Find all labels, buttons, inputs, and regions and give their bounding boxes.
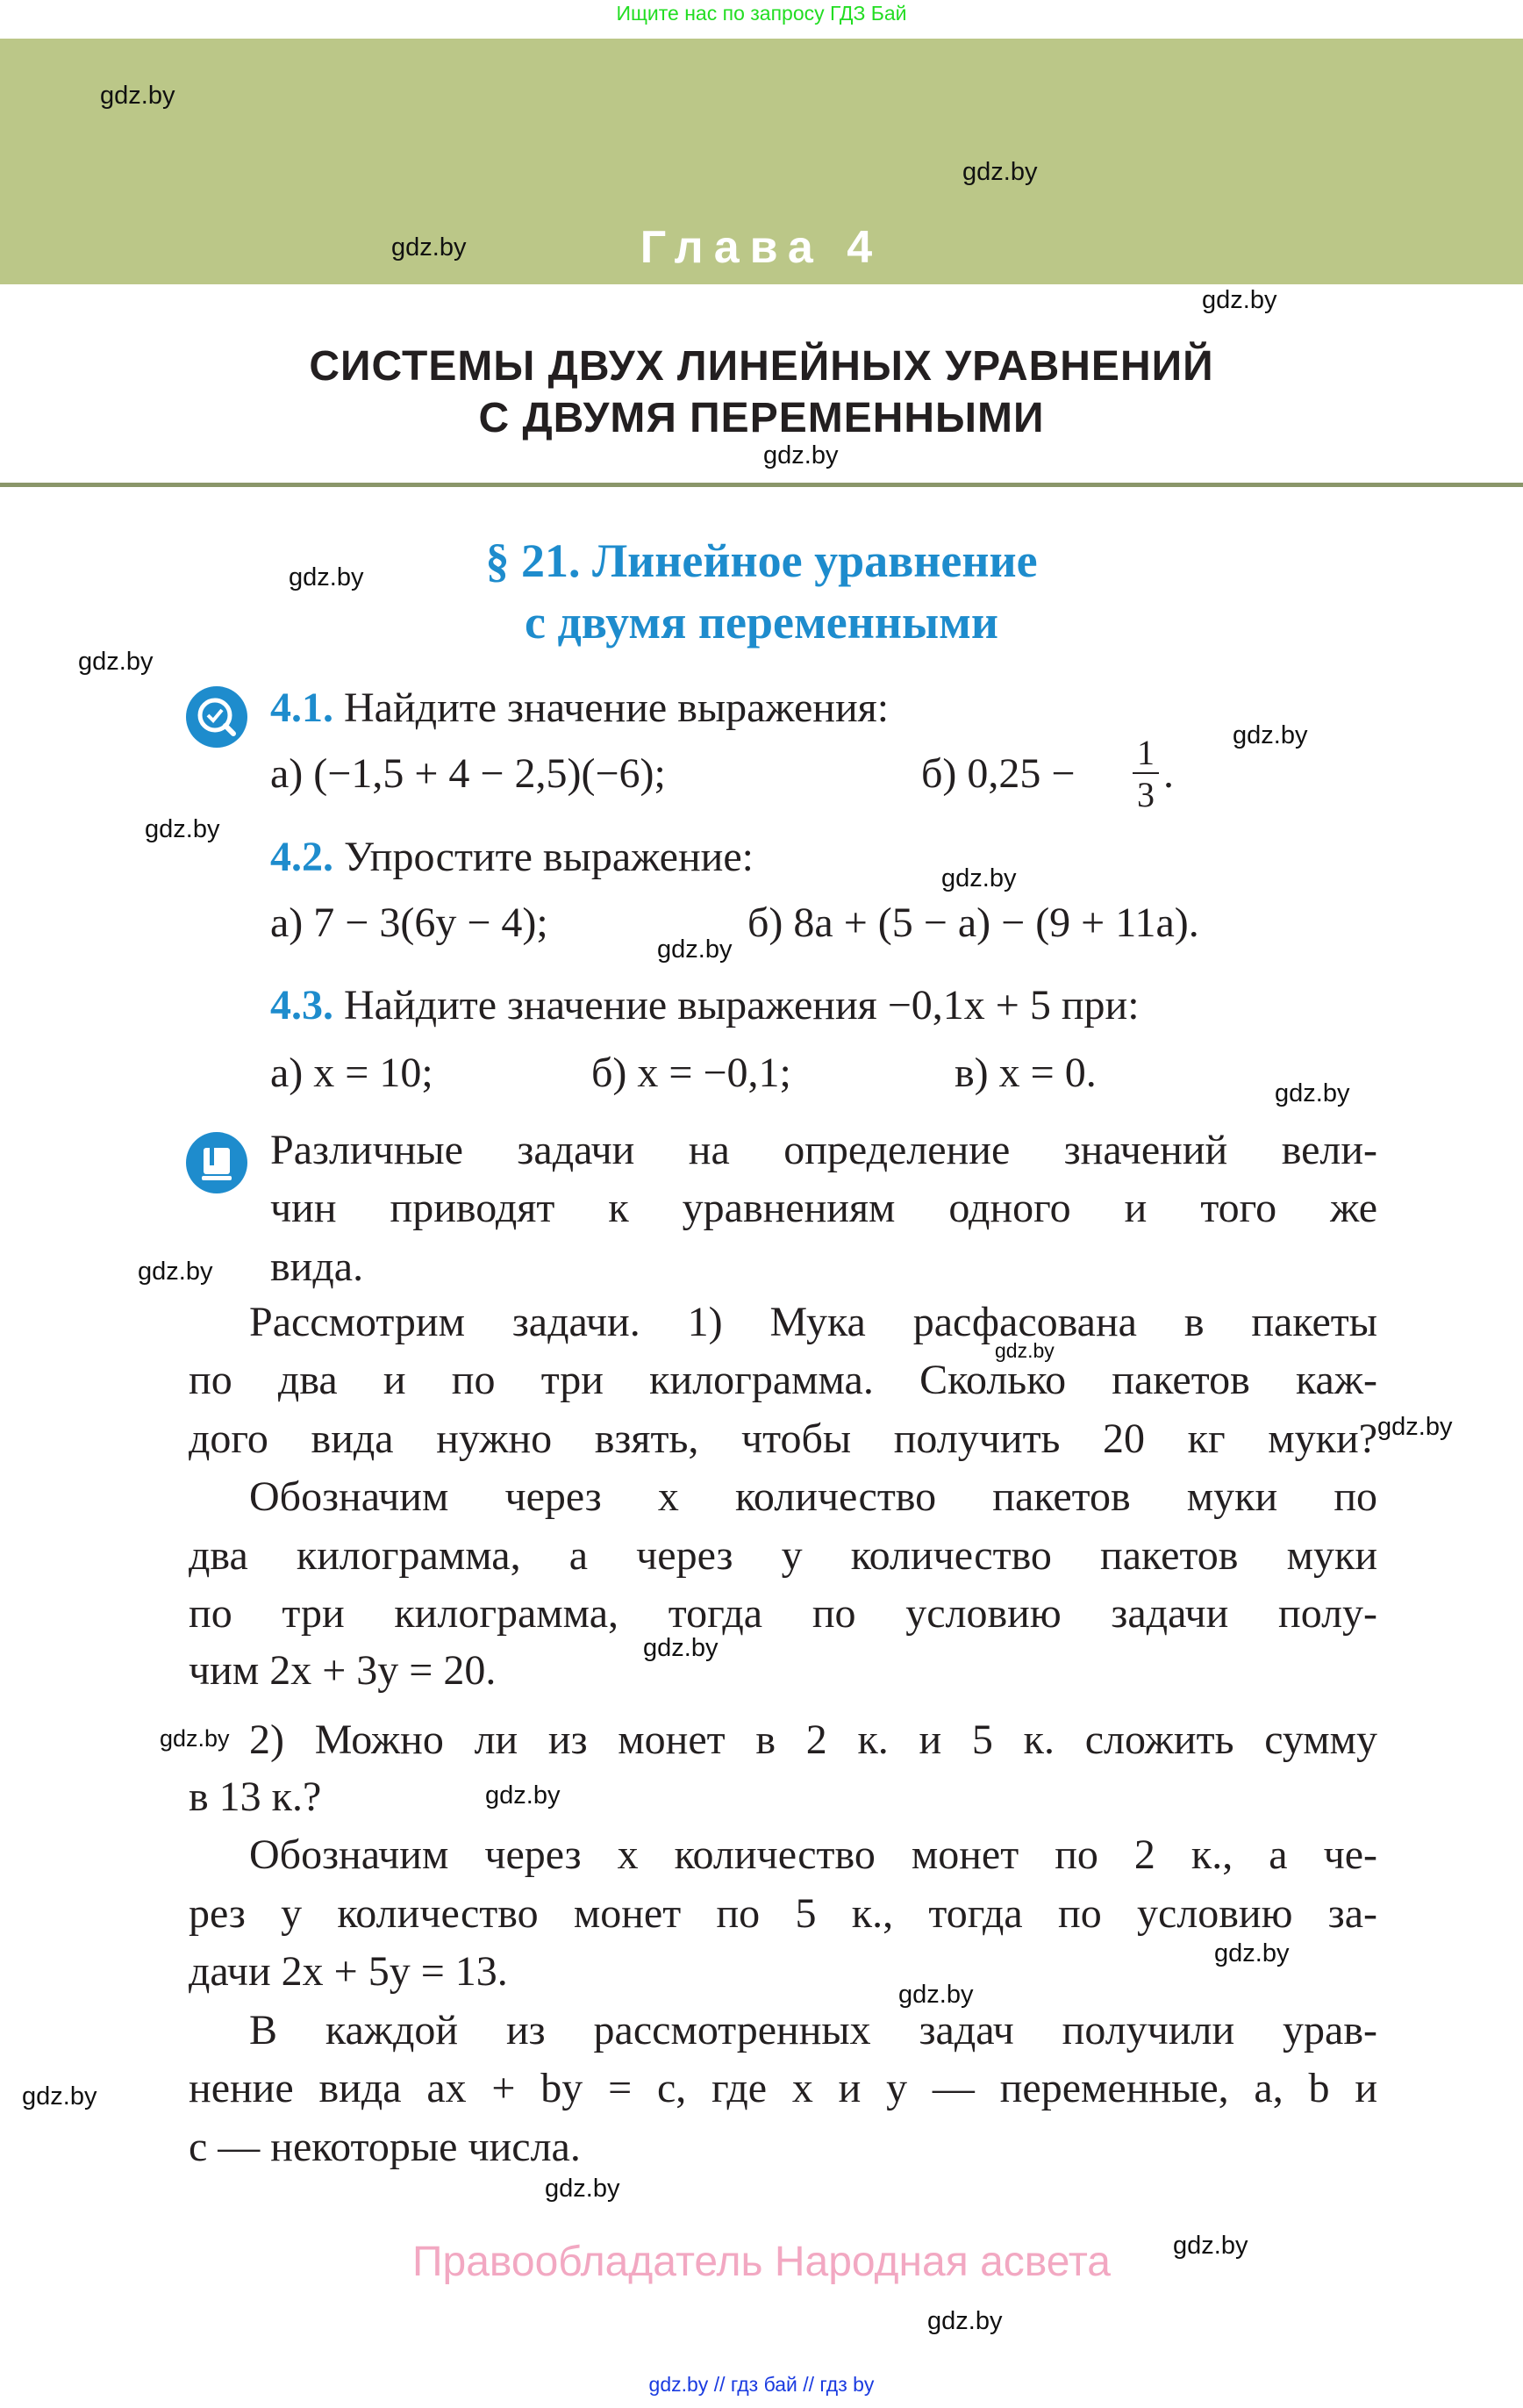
watermark: gdz.by bbox=[289, 563, 364, 591]
theory-line: 2) Можно ли из монет в 2 к. и 5 к. сложить сумму bbox=[249, 1716, 1377, 1763]
exercise-4-2 bbox=[270, 831, 754, 884]
theory-line: c — некоторые числа. bbox=[189, 2124, 581, 2170]
self-check-icon bbox=[186, 686, 247, 748]
exercise-4-3-c: в) x = 0. bbox=[955, 1050, 1097, 1096]
watermark: gdz.by bbox=[160, 1725, 230, 1752]
theory-line: нение вида ax + by = c, где x и y — переменные, a, b и bbox=[189, 2065, 1377, 2111]
watermark: gdz.by bbox=[545, 2175, 620, 2203]
watermark: gdz.by bbox=[138, 1258, 213, 1286]
watermark: gdz.by bbox=[391, 233, 467, 262]
watermark: gdz.by bbox=[1173, 2232, 1248, 2260]
exercise-number: 4.2. bbox=[270, 834, 333, 880]
section-title-line1: § 21. Линейное уравнение bbox=[485, 534, 1038, 587]
watermark: gdz.by bbox=[485, 1781, 561, 1810]
footer-links[interactable]: gdz.by // гдз бай // гдз by bbox=[648, 2373, 875, 2396]
theory-line: В каждой из рассмотренных задач получили урав- bbox=[249, 2007, 1377, 2053]
exercise-number: 4.1. bbox=[270, 684, 333, 731]
exercise-4-1-b: б) 0,25 − bbox=[921, 750, 1076, 797]
divider bbox=[0, 483, 1523, 487]
watermark: gdz.by bbox=[1275, 1079, 1350, 1107]
theory-line: дачи 2x + 5y = 13. bbox=[189, 1948, 508, 1995]
watermark: gdz.by bbox=[643, 1634, 719, 1662]
theory-line: вида. bbox=[270, 1243, 364, 1290]
book-icon bbox=[186, 1132, 247, 1193]
watermark: gdz.by bbox=[1377, 1413, 1453, 1441]
exercise-4-3-a: а) x = 10; bbox=[270, 1050, 433, 1096]
theory-line: Обозначим через x количество пакетов муки по bbox=[249, 1473, 1377, 1520]
theory-line: два килограмма, а через y количество пакетов муки bbox=[189, 1532, 1377, 1579]
top-note: Ищите нас по запросу ГДЗ Бай bbox=[616, 2, 907, 25]
theory-line: чин приводят к уравнениям одного и того же bbox=[270, 1185, 1377, 1231]
watermark: gdz.by bbox=[927, 2307, 1003, 2335]
exercise-number: 4.3. bbox=[270, 982, 333, 1028]
exercise-4-2-b: б) 8a + (5 − a) − (9 + 11a). bbox=[747, 899, 1199, 946]
watermark: gdz.by bbox=[995, 1339, 1055, 1362]
theory-line: чим 2x + 3y = 20. bbox=[189, 1647, 497, 1694]
watermark: gdz.by bbox=[145, 815, 220, 843]
exercise-4-2-a: а) 7 − 3(6y − 4); bbox=[270, 899, 548, 946]
fraction-denominator: 3 bbox=[1137, 775, 1155, 814]
chapter-title-line2: С ДВУМЯ ПЕРЕМЕННЫМИ bbox=[478, 395, 1045, 441]
watermark: gdz.by bbox=[941, 864, 1017, 892]
exercise-prompt: Найдите значение выражения −0,1x + 5 при: bbox=[344, 982, 1140, 1028]
theory-line: Различные задачи на определение значений вели- bbox=[270, 1127, 1377, 1173]
section-title-line2: с двумя переменными bbox=[525, 596, 998, 649]
exercise-4-3 bbox=[270, 979, 1140, 1032]
theory-line: Обозначим через x количество монет по 2 к., а че- bbox=[249, 1831, 1377, 1878]
watermark: gdz.by bbox=[898, 1981, 974, 2009]
watermark: gdz.by bbox=[78, 648, 154, 676]
theory-line: в 13 к.? bbox=[189, 1774, 322, 1820]
copyright-notice: Правообладатель Народная асвета bbox=[412, 2239, 1111, 2285]
exercise-4-1 bbox=[270, 682, 889, 735]
watermark: gdz.by bbox=[1214, 1939, 1290, 1967]
exercise-prompt: Найдите значение выражения: bbox=[344, 684, 890, 731]
watermark: gdz.by bbox=[1202, 286, 1277, 314]
theory-line: Рассмотрим задачи. 1) Мука расфасована в пакеты bbox=[249, 1299, 1377, 1345]
watermark: gdz.by bbox=[1233, 721, 1308, 749]
watermark: gdz.by bbox=[100, 82, 175, 110]
watermark: gdz.by bbox=[962, 158, 1038, 186]
watermark: gdz.by bbox=[763, 441, 839, 469]
fraction-numerator: 1 bbox=[1133, 734, 1159, 774]
exercise-prompt: Упростите выражение: bbox=[344, 834, 754, 880]
chapter-label: Глава 4 bbox=[640, 222, 883, 273]
exercise-4-3-b: б) x = −0,1; bbox=[591, 1050, 791, 1096]
theory-line: рез y количество монет по 5 к., тогда по условию за- bbox=[189, 1890, 1377, 1937]
watermark: gdz.by bbox=[657, 935, 733, 964]
exercise-4-1-a: а) (−1,5 + 4 − 2,5)(−6); bbox=[270, 750, 666, 797]
theory-line: дого вида нужно взять, чтобы получить 20 кг муки? bbox=[189, 1415, 1377, 1462]
exercise-4-1-b-end: . bbox=[1163, 750, 1174, 797]
theory-line: по два и по три килограмма. Сколько пакетов каж- bbox=[189, 1357, 1377, 1403]
theory-line: по три килограмма, тогда по условию задачи полу- bbox=[189, 1590, 1377, 1637]
watermark: gdz.by bbox=[22, 2082, 97, 2111]
chapter-title-line1: СИСТЕМЫ ДВУХ ЛИНЕЙНЫХ УРАВНЕНИЙ bbox=[309, 343, 1214, 390]
